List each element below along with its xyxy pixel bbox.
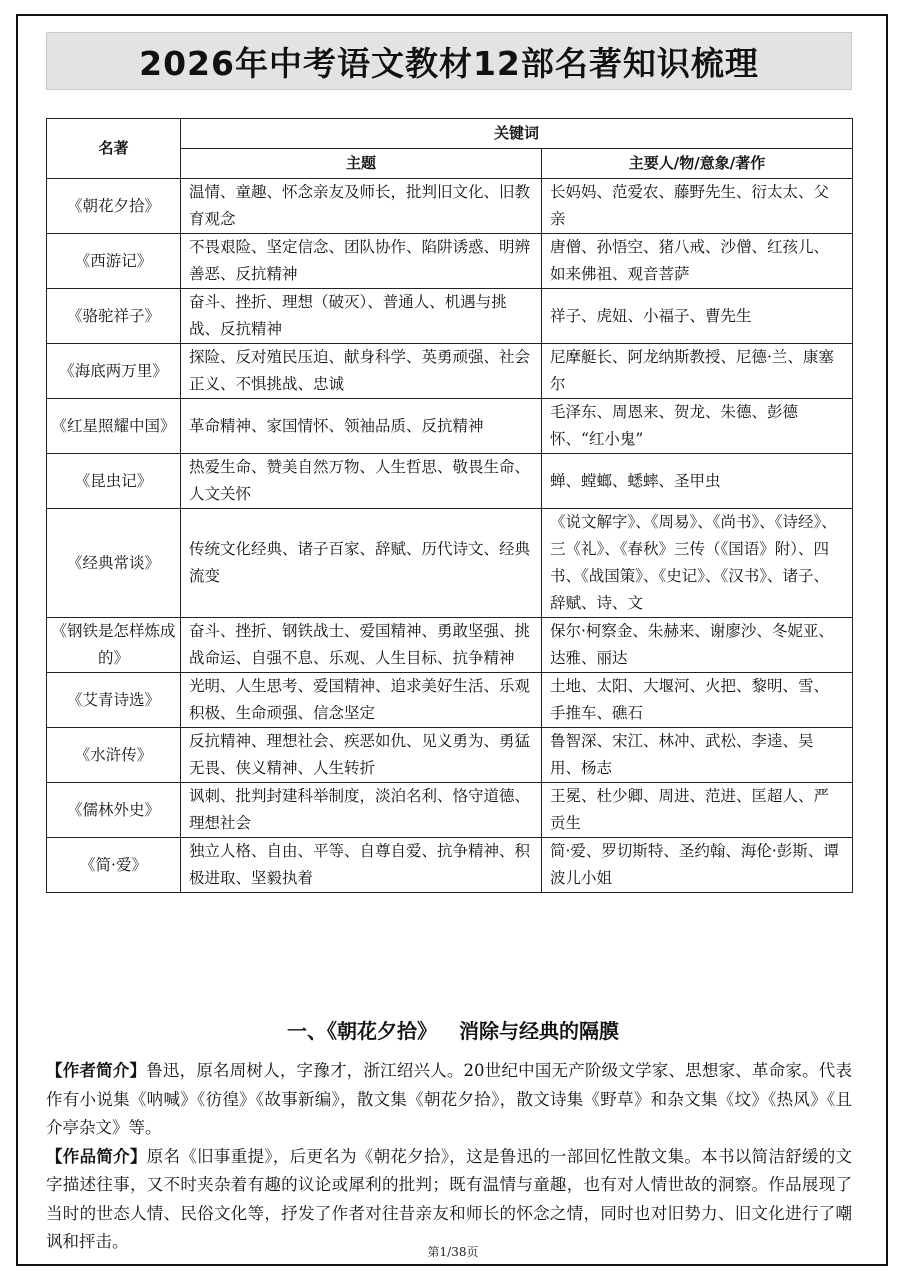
paragraph-text: 原名《旧事重提》，后更名为《朝花夕拾》，这是鲁迅的一部回忆性散文集。本书以简洁舒缓的文字描述往事，又不时夹杂着有趣的议论或犀利的批判；既有温情与童趣，也有对人情世故的洞察。作品展现了当时的世态人情、民俗文化等，抒发了作者对往昔亲友和师长的怀念之情，同时也对旧势力、旧文化进行了嘲讽和抨击。 xyxy=(46,1146,853,1251)
theme-cell: 讽刺、批判封建科举制度，淡泊名利、恪守道德、理想社会 xyxy=(181,783,542,838)
title-banner xyxy=(46,32,852,90)
people-cell: 鲁智深、宋江、林冲、武松、李逵、吴用、杨志 xyxy=(542,728,853,783)
theme-cell: 光明、人生思考、爱国精神、追求美好生活、乐观积极、生命顽强、信念坚定 xyxy=(181,673,542,728)
book-title: 《朝花夕拾》 xyxy=(47,179,181,234)
table-row xyxy=(47,399,853,454)
header-book: 名著 xyxy=(47,119,181,179)
book-title: 《儒林外史》 xyxy=(47,783,181,838)
table-header-row xyxy=(47,119,853,149)
work-intro-paragraph xyxy=(46,1143,852,1257)
theme-cell: 探险、反对殖民压迫、献身科学、英勇顽强、社会正义、不惧挑战、忠诚 xyxy=(181,344,542,399)
author-intro-paragraph xyxy=(46,1057,852,1143)
table-row xyxy=(47,289,853,344)
table-row xyxy=(47,728,853,783)
book-title: 《钢铁是怎样炼成的》 xyxy=(47,618,181,673)
theme-cell: 独立人格、自由、平等、自尊自爱、抗争精神、积极进取、坚毅执着 xyxy=(181,838,542,893)
theme-cell: 不畏艰险、坚定信念、团队协作、陷阱诱惑、明辨善恶、反抗精神 xyxy=(181,234,542,289)
theme-cell: 热爱生命、赞美自然万物、人生哲思、敬畏生命、人文关怀 xyxy=(181,454,542,509)
people-cell: 毛泽东、周恩来、贺龙、朱德、彭德怀、“红小鬼” xyxy=(542,399,853,454)
people-cell: 祥子、虎妞、小福子、曹先生 xyxy=(542,289,853,344)
people-cell: 尼摩艇长、阿龙纳斯教授、尼德·兰、康塞尔 xyxy=(542,344,853,399)
table-row xyxy=(47,344,853,399)
section-body xyxy=(46,1057,852,1257)
people-cell: 保尔·柯察金、朱赫来、谢廖沙、冬妮亚、达雅、丽达 xyxy=(542,618,853,673)
table-row xyxy=(47,234,853,289)
page-title: 2026年中考语文教材12部名著知识梳理 xyxy=(139,43,759,83)
book-title: 《水浒传》 xyxy=(47,728,181,783)
paragraph-tag: 【作品简介】 xyxy=(46,1146,147,1166)
book-title: 《骆驼祥子》 xyxy=(47,289,181,344)
book-title: 《红星照耀中国》 xyxy=(47,399,181,454)
table-row xyxy=(47,783,853,838)
table-row xyxy=(47,673,853,728)
people-cell: 土地、太阳、大堰河、火把、黎明、雪、手推车、礁石 xyxy=(542,673,853,728)
book-title: 《海底两万里》 xyxy=(47,344,181,399)
book-title: 《西游记》 xyxy=(47,234,181,289)
theme-cell: 温情、童趣、怀念亲友及师长，批判旧文化、旧教育观念 xyxy=(181,179,542,234)
section-heading-title: 一、《朝花夕拾》 xyxy=(287,1019,437,1043)
people-cell: 《说文解字》、《周易》、《尚书》、《诗经》、三《礼》、《春秋》三传（《国语》附）、四书、《战国策》、《史记》、《汉书》、诸子、辞赋、诗、文 xyxy=(542,509,853,618)
theme-cell: 奋斗、挫折、钢铁战士、爱国精神、勇敢坚强、挑战命运、自强不息、乐观、人生目标、抗争精神 xyxy=(181,618,542,673)
header-people: 主要人/物/意象/著作 xyxy=(542,149,853,179)
theme-cell: 奋斗、挫折、理想（破灭）、普通人、机遇与挑战、反抗精神 xyxy=(181,289,542,344)
table-body xyxy=(47,179,853,893)
header-keywords: 关键词 xyxy=(181,119,853,149)
people-cell: 长妈妈、范爱农、藤野先生、衍太太、父亲 xyxy=(542,179,853,234)
theme-cell: 传统文化经典、诸子百家、辞赋、历代诗文、经典流变 xyxy=(181,509,542,618)
book-title: 《简·爱》 xyxy=(47,838,181,893)
people-cell: 简·爱、罗切斯特、圣约翰、海伦·彭斯、谭波儿小姐 xyxy=(542,838,853,893)
book-title: 《艾青诗选》 xyxy=(47,673,181,728)
paragraph-tag: 【作者简介】 xyxy=(46,1061,147,1080)
people-cell: 唐僧、孙悟空、猪八戒、沙僧、红孩儿、如来佛祖、观音菩萨 xyxy=(542,234,853,289)
table-row xyxy=(47,838,853,893)
table-row xyxy=(47,618,853,673)
page-number: 第1/38页 xyxy=(427,1245,479,1259)
people-cell: 王冕、杜少卿、周进、范进、匡超人、严贡生 xyxy=(542,783,853,838)
theme-cell: 反抗精神、理想社会、疾恶如仇、见义勇为、勇猛无畏、侠义精神、人生转折 xyxy=(181,728,542,783)
paragraph-text: 鲁迅，原名周树人，字豫才，浙江绍兴人。20世纪中国无产阶级文学家、思想家、革命家。代表作有小说集《呐喊》《彷徨》《故事新编》，散文集《朝花夕拾》，散文诗集《野草》和杂文集《坟》《热风》《且介亭杂文》等。 xyxy=(46,1061,853,1137)
table-row xyxy=(47,179,853,234)
book-title: 《昆虫记》 xyxy=(47,454,181,509)
header-theme: 主题 xyxy=(181,149,542,179)
theme-cell: 革命精神、家国情怀、领袖品质、反抗精神 xyxy=(181,399,542,454)
section-heading xyxy=(0,1015,906,1044)
book-title: 《经典常谈》 xyxy=(47,509,181,618)
table-row xyxy=(47,509,853,618)
books-table xyxy=(46,118,853,893)
people-cell: 蝉、螳螂、蟋蟀、圣甲虫 xyxy=(542,454,853,509)
table-row xyxy=(47,454,853,509)
section-heading-subtitle: 消除与经典的隔膜 xyxy=(459,1019,619,1043)
